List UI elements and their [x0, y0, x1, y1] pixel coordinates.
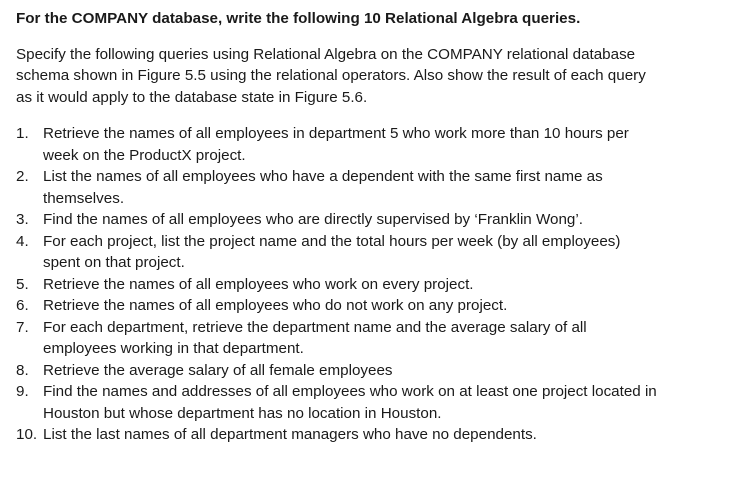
- query-text: List the last names of all department managers who have no dependents.: [43, 426, 537, 443]
- intro-line: Specify the following queries using Relational Algebra on the COMPANY relational database: [16, 45, 636, 63]
- query-text: Find the names of all employees who are directly supervised by ‘Franklin Wong’.: [43, 211, 583, 228]
- query-text: For each department, retrieve the department name and the average salary of all: [43, 318, 587, 336]
- query-text: For each project, list the project name and the total hours per week (by all employees): [43, 232, 621, 250]
- query-item: [16, 424, 723, 446]
- query-number: 9.: [16, 383, 29, 400]
- query-number: 10.: [16, 426, 38, 443]
- query-item: [16, 231, 723, 274]
- query-text: List the names of all employees who have a dependent with the same first name as: [43, 168, 603, 185]
- query-text: themselves.: [43, 189, 125, 207]
- query-item: [16, 381, 723, 424]
- intro-line: schema shown in Figure 5.5 using the relational operators. Also show the result of each query: [16, 67, 646, 84]
- query-item: [16, 209, 723, 231]
- query-number: 4.: [16, 232, 29, 250]
- query-text: Retrieve the names of all employees in department 5 who work more than 10 hours per: [43, 125, 629, 142]
- query-text: Retrieve the names of all employees who do not work on any project.: [43, 297, 508, 314]
- query-list: [16, 123, 723, 446]
- intro-line: as it would apply to the database state in Figure 5.6.: [16, 88, 368, 106]
- query-item: [16, 123, 723, 166]
- query-text: Find the names and addresses of all employees who work on at least one project located in: [43, 383, 657, 400]
- query-number: 3.: [16, 211, 29, 228]
- query-text: Houston but whose department has no location in Houston.: [43, 404, 442, 422]
- query-text: employees working in that department.: [43, 340, 304, 357]
- query-text: spent on that project.: [43, 254, 185, 271]
- query-item: [16, 166, 723, 209]
- query-text: Retrieve the names of all employees who work on every project.: [43, 275, 474, 293]
- query-number: 8.: [16, 361, 29, 379]
- query-text: week on the ProductX project.: [43, 146, 246, 164]
- query-number: 1.: [16, 125, 29, 142]
- query-item: [16, 295, 723, 317]
- intro-paragraph: [16, 44, 723, 109]
- query-item: [16, 274, 723, 296]
- query-number: 2.: [16, 168, 29, 185]
- query-text: Retrieve the average salary of all female employees: [43, 361, 393, 379]
- document-heading: For the COMPANY database, write the following 10 Relational Algebra queries.: [16, 10, 581, 27]
- query-number: 5.: [16, 275, 29, 293]
- query-item: [16, 360, 723, 382]
- query-number: 6.: [16, 297, 29, 314]
- query-item: [16, 317, 723, 360]
- query-number: 7.: [16, 318, 29, 336]
